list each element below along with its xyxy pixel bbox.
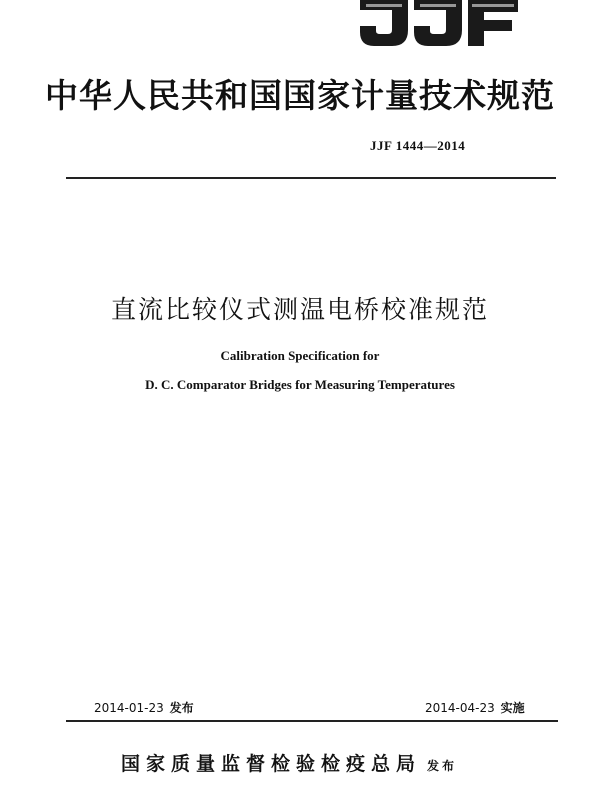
document-title-en-line1: Calibration Specification for [220, 348, 380, 363]
jjf-logo [356, 0, 520, 50]
issuer [121, 749, 457, 776]
implementation-date-label: 实施 [500, 701, 525, 715]
document-title-en-line2: D. C. Comparator Bridges for Measuring Temperatures [145, 377, 455, 392]
issue-date-label: 发布 [169, 701, 194, 715]
implementation-date [425, 699, 525, 716]
issue-date-value: 2014-01-23 [94, 701, 164, 715]
jjf-logo-graphic [356, 0, 520, 50]
issuer-suffix: 发布 [427, 759, 458, 773]
org-title: 中华人民共和国国家计量技术规范 [45, 76, 555, 115]
bottom-divider [66, 720, 558, 722]
standard-number: JJF 1444—2014 [370, 138, 466, 153]
issuer-name: 国家质量监督检验检疫总局 [121, 753, 422, 775]
document-title-zh: 直流比较仪式测温电桥校准规范 [110, 295, 489, 324]
implementation-date-value: 2014-04-23 [425, 701, 495, 715]
issue-date [94, 699, 194, 716]
top-divider [66, 177, 556, 179]
